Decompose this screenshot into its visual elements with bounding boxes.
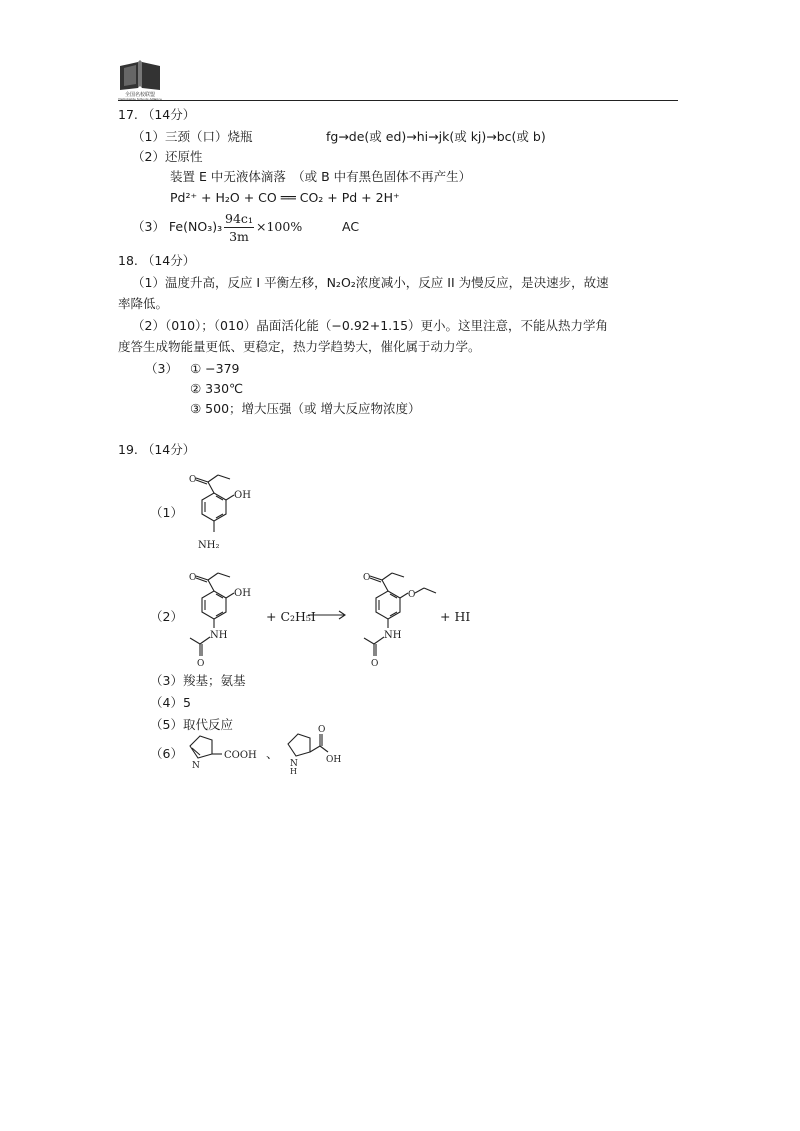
q19-part6-separator: 、 [266,746,279,761]
carbonyl-o: O [189,475,197,485]
q19-part4: （4）5 [150,695,191,710]
q19-part2-label: （2） [150,609,183,624]
header-divider [118,100,678,101]
fraction-numerator: 94c₁ [225,211,253,226]
header-logo [118,58,162,100]
q17-part3-times: ×100% [256,219,303,234]
q19-product-structure [352,560,452,670]
logo-subtext: Nationwide Schools Alliance [118,97,162,100]
book-logo-icon [118,58,162,100]
carbonyl-o: O [189,573,197,583]
amide-nh-label: NH [210,630,228,641]
q19-part6-label: （6） [150,746,183,761]
q17-part3-fraction [224,211,254,244]
q17-part2-line1: 装置 E 中无液体滴落 （或 B 中有黑色固体不再产生） [170,169,472,184]
q19-part5: （5）取代反应 [150,717,233,732]
q19-structure-1 [178,462,258,558]
q17-part2-label: （2）还原性 [132,149,203,164]
acid-oh-label: OH [326,755,342,765]
q18-part3-iii: ③ 500；增大压强（或 增大反应物浓度） [190,401,421,416]
ether-o: O [408,590,416,600]
q19-part6-structure-b [280,722,350,774]
q17-part1-answer: fg→de(或 ed)→hi→jk(或 kj)→bc(或 b) [326,129,546,144]
ring-n-label: N [192,761,200,771]
q18-part3-ii: ② 330℃ [190,381,244,396]
q17-part1-label: （1）三颈（口）烧瓶 [132,129,253,144]
q17-part2-equation: Pd²⁺ + H₂O + CO ══ CO₂ + Pd + 2H⁺ [170,190,400,205]
q19-part3: （3）羧基；氨基 [150,673,246,688]
logo-text: 全国名校联盟 [124,92,156,98]
q18-part1-line1: （1）温度升高，反应 I 平衡左移，N₂O₂浓度减小，反应 II 为慢反应，是决速步，故速 [132,275,609,290]
cooh-label: COOH [224,750,257,761]
q17-title: 17. （14分） [118,107,196,122]
q19-part6-structure-a [180,728,270,772]
q17-part3-label: （3） Fe(NO₃)₃ [132,219,223,234]
q18-part2-line1: （2）（010）；（010）晶面活化能（−0.92+1.15）更小。这里注意，不能从热力学角 [132,318,609,333]
q19-reactant-structure [178,560,268,670]
fraction-denominator: 3m [229,229,249,244]
q18-part3-i: ① −379 [190,361,240,376]
hydroxyl-label: OH [234,588,251,599]
amide-o: O [371,659,379,669]
q18-title: 18. （14分） [118,253,196,268]
q19-part1-label: （1） [150,505,183,520]
amide-nh-label: NH [384,630,402,641]
q18-part3-label: （3） [145,361,178,376]
reaction-arrow-icon [308,608,348,622]
q18-part1-line2: 率降低。 [118,296,169,311]
acid-o: O [318,725,326,735]
q19-reagent: + C₂H₅I [266,609,316,624]
amide-o: O [197,659,205,669]
q19-title: 19. （14分） [118,442,196,457]
carbonyl-o: O [363,573,371,583]
q18-part2-line2: 度答生成物能量更低、更稳定，热力学趋势大，催化属于动力学。 [118,339,481,354]
ring-n-label: N [290,759,298,769]
hydroxyl-label: OH [234,490,251,501]
q19-byproduct: + HI [440,609,471,624]
amino-label: NH₂ [198,540,220,551]
ring-h-label: H [290,767,297,774]
q17-part3-choice: AC [342,219,360,234]
